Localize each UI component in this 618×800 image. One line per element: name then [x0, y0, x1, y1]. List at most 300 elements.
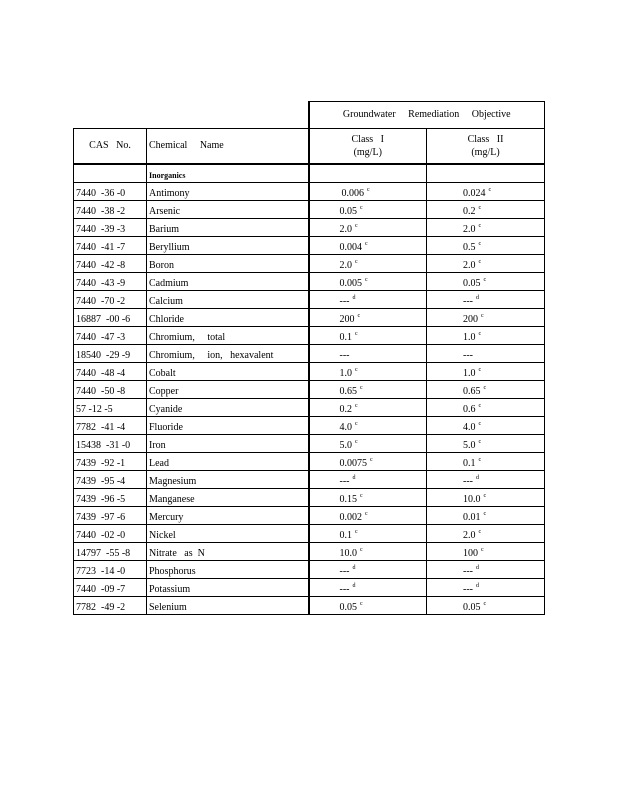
header-blank [74, 102, 147, 129]
class2-value-wrap [427, 454, 481, 470]
class1-cell [309, 525, 427, 543]
chemical-name: Phosphorus [149, 566, 196, 577]
class1-cell [309, 363, 427, 381]
cas-cell [74, 471, 147, 489]
class1-value: 200 [339, 314, 355, 325]
class2-value-wrap [427, 328, 481, 344]
class2-value-wrap [427, 544, 484, 560]
cas-number: 16887 -00 -6 [76, 314, 131, 325]
class1-value-wrap [310, 184, 370, 200]
class1-footnote: c [355, 421, 358, 427]
class2-footnote: c [478, 205, 482, 211]
class1-value: 2.0 [339, 224, 352, 235]
class2-footnote: c [478, 331, 482, 337]
class2-footnote: c [483, 601, 487, 607]
chemical-name-cell [147, 597, 309, 615]
cas-cell [74, 489, 147, 507]
class2-value: 0.01 [463, 512, 481, 523]
table-row [74, 525, 545, 543]
cas-cell [74, 507, 147, 525]
class2-cell [427, 219, 545, 237]
cas-cell [74, 597, 147, 615]
class1-value: 1.0 [339, 368, 352, 379]
class1-footnote: c [355, 367, 358, 373]
class2-value: 0.6 [463, 404, 476, 415]
cas-number: 7440 -70 -2 [76, 296, 126, 307]
class1-value-wrap [310, 256, 358, 272]
class1-cell [309, 561, 427, 579]
class2-footnote: c [483, 277, 487, 283]
class2-value: 0.65 [463, 386, 481, 397]
class1-footnote: c [355, 439, 358, 445]
cas-number: 7440 -41 -7 [76, 242, 126, 253]
class2-footnote: c [481, 547, 484, 553]
table-row [74, 417, 545, 435]
cas-cell [74, 183, 147, 201]
chemical-name-header [147, 129, 309, 165]
class2-footnote: c [478, 367, 482, 373]
class1-value: 0.1 [339, 332, 352, 343]
class1-value: 0.15 [339, 494, 357, 505]
chemical-name-cell [147, 201, 309, 219]
class2-cell [427, 201, 545, 219]
cas-cell [74, 309, 147, 327]
class1-footnote: d [352, 583, 356, 589]
chemical-name: Copper [149, 386, 179, 397]
class2-value: 0.5 [463, 242, 476, 253]
class1-value: 0.005 [339, 278, 362, 289]
class2-cell [427, 471, 545, 489]
class2-cell [427, 309, 545, 327]
class2-cell [427, 345, 545, 363]
cas-number: 7440 -36 -0 [76, 188, 126, 199]
header-row-objective [74, 102, 545, 129]
cas-cell [74, 219, 147, 237]
class1-footnote: c [355, 331, 358, 337]
table-row [74, 561, 545, 579]
class1-value: 0.2 [339, 404, 352, 415]
class1-value: 0.006 [341, 188, 364, 199]
class2-cell [427, 579, 545, 597]
class1-footnote: c [360, 205, 363, 211]
objective-header [309, 102, 545, 129]
table-row [74, 489, 545, 507]
class2-cell [427, 435, 545, 453]
class1-cell [309, 309, 427, 327]
chemical-name: Cyanide [149, 404, 183, 415]
class1-value: --- [339, 476, 350, 487]
class2-cell [427, 489, 545, 507]
chemical-name-cell [147, 435, 309, 453]
class2-footnote: d [476, 475, 479, 481]
class1-cell [309, 399, 427, 417]
cas-cell [74, 237, 147, 255]
table-row [74, 255, 545, 273]
class1-footnote: d [352, 565, 356, 571]
chemical-name: Potassium [149, 584, 191, 595]
chemical-name-cell [147, 543, 309, 561]
class1-value-wrap [310, 364, 358, 380]
class1-value: 0.002 [339, 512, 362, 523]
class2-cell [427, 183, 545, 201]
class2-value: --- [463, 476, 473, 487]
class2-cell [427, 237, 545, 255]
class1-cell [309, 489, 427, 507]
chemical-name-cell [147, 327, 309, 345]
class2-value-wrap [427, 472, 479, 488]
chemical-name: Boron [149, 260, 174, 271]
class1-cell [309, 345, 427, 363]
class2-cell [427, 597, 545, 615]
cas-number: 15438 -31 -0 [76, 440, 131, 451]
chemical-name: Iron [149, 440, 166, 451]
class1-cell [309, 201, 427, 219]
class1-footnote: c [355, 223, 358, 229]
class2-value-wrap [427, 526, 481, 542]
class2-value: --- [463, 566, 473, 577]
class2-value: 0.1 [463, 458, 476, 469]
table-row [74, 399, 545, 417]
class1-value-wrap [310, 418, 358, 434]
class1-value: 0.0075 [339, 458, 367, 469]
cas-cell [74, 291, 147, 309]
chemical-name: Mercury [149, 512, 184, 523]
class1-value-wrap [310, 490, 363, 506]
cas-cell [74, 453, 147, 471]
class1-footnote: c [365, 277, 368, 283]
class1-footnote: c [365, 241, 368, 247]
class1-value: 0.05 [339, 206, 357, 217]
class1-value-wrap [310, 310, 361, 326]
chemical-name-cell [147, 579, 309, 597]
class2-footnote: c [478, 403, 482, 409]
class2-cell [427, 561, 545, 579]
class1-cell [309, 219, 427, 237]
class1-cell [309, 183, 427, 201]
class1-footnote: c [355, 259, 358, 265]
cas-header-text: CAS No. [89, 140, 131, 151]
table-row [74, 471, 545, 489]
section-class2-cell [427, 164, 545, 183]
class2-footnote: c [478, 439, 482, 445]
class1-footnote: c [360, 385, 363, 391]
class1-cell [309, 291, 427, 309]
class2-footnote: c [483, 493, 487, 499]
class2-value-wrap [427, 490, 486, 506]
class1-value: 0.004 [339, 242, 362, 253]
class2-value: 0.024 [463, 188, 486, 199]
class2-value: 4.0 [463, 422, 476, 433]
cas-number: 14797 -55 -8 [76, 548, 131, 559]
class2-value-wrap [427, 220, 481, 236]
class1-value-wrap [310, 472, 356, 488]
class1-value: 2.0 [339, 260, 352, 271]
cas-number: 7439 -97 -6 [76, 512, 126, 523]
class2-value-wrap [427, 184, 491, 200]
class2-footnote: c [478, 529, 482, 535]
header-blank [147, 102, 309, 129]
table-row [74, 183, 545, 201]
class1-value-wrap [310, 202, 363, 218]
chemical-name-cell [147, 471, 309, 489]
cas-number: 7440 -39 -3 [76, 224, 126, 235]
class2-cell [427, 399, 545, 417]
header-row-columns [74, 129, 545, 165]
class2-value-wrap [427, 364, 481, 380]
class1-value: --- [339, 296, 350, 307]
cas-cell [74, 201, 147, 219]
class1-value-wrap [310, 526, 358, 542]
class1-footnote: d [352, 295, 356, 301]
chemical-name-cell [147, 291, 309, 309]
table-row [74, 237, 545, 255]
cas-header [74, 129, 147, 165]
section-label: Inorganics [149, 171, 186, 180]
class2-value-wrap [427, 508, 486, 524]
chemical-name-header-text: Chemical Name [149, 140, 224, 151]
chemical-name: Magnesium [149, 476, 197, 487]
class2-value-wrap [427, 274, 486, 290]
class2-footnote: c [478, 241, 482, 247]
class1-value-wrap [310, 544, 363, 560]
cas-number: 7440 -47 -3 [76, 332, 126, 343]
table-row [74, 327, 545, 345]
chemical-name-cell [147, 489, 309, 507]
section-class1-cell [309, 164, 427, 183]
chemical-name-cell [147, 273, 309, 291]
class1-cell [309, 327, 427, 345]
class1-cell [309, 543, 427, 561]
class1-footnote: c [355, 529, 358, 535]
class1-value: --- [339, 350, 350, 361]
table-row [74, 219, 545, 237]
class1-value: 0.65 [339, 386, 357, 397]
cas-number: 7440 -02 -0 [76, 530, 126, 541]
chemical-name: Antimony [149, 188, 190, 199]
chemical-name-cell [147, 399, 309, 417]
class2-cell [427, 273, 545, 291]
chemical-name-cell [147, 381, 309, 399]
chemical-name-cell [147, 453, 309, 471]
class1-footnote: c [365, 511, 368, 517]
class1-value: 4.0 [339, 422, 352, 433]
cas-cell [74, 417, 147, 435]
data-table [73, 101, 545, 615]
class2-footnote: c [481, 313, 484, 319]
section-row [74, 164, 545, 183]
chemical-name: Fluoride [149, 422, 183, 433]
cas-number: 7439 -95 -4 [76, 476, 126, 487]
class1-cell [309, 417, 427, 435]
cas-cell [74, 327, 147, 345]
class1-cell [309, 237, 427, 255]
class2-footnote: c [478, 223, 482, 229]
class2-footnote: c [483, 385, 487, 391]
class2-value-wrap [427, 580, 479, 596]
table-row [74, 507, 545, 525]
chemical-name: Arsenic [149, 206, 181, 217]
class2-footnote: d [476, 565, 479, 571]
cas-number: 7440 -38 -2 [76, 206, 126, 217]
class1-cell [309, 381, 427, 399]
class2-value: --- [463, 350, 473, 361]
chemical-name: Selenium [149, 602, 187, 613]
table-row [74, 453, 545, 471]
class1-value-wrap [310, 292, 356, 308]
class2-footnote: c [478, 259, 482, 265]
class2-cell [427, 525, 545, 543]
table-row [74, 543, 545, 561]
class2-cell [427, 363, 545, 381]
class1-value: 0.1 [339, 530, 352, 541]
chemical-name: Chloride [149, 314, 184, 325]
class1-footnote: c [360, 547, 363, 553]
objective-header-text: Groundwater Remediation Objective [342, 109, 511, 120]
class2-value: --- [463, 296, 473, 307]
class1-footnote: c [360, 493, 363, 499]
class2-header [427, 129, 545, 165]
section-cas-cell [74, 164, 147, 183]
class2-value: 10.0 [463, 494, 481, 505]
cas-number: 7440 -42 -8 [76, 260, 126, 271]
cas-number: 18540 -29 -9 [76, 350, 131, 361]
cas-cell [74, 255, 147, 273]
chemical-name: Manganese [149, 494, 195, 505]
class2-unit: (mg/L) [471, 147, 500, 158]
class2-value-wrap [427, 382, 486, 398]
class1-value-wrap [310, 454, 373, 470]
table-row [74, 309, 545, 327]
section-label-cell [147, 164, 309, 183]
chemical-name-cell [147, 219, 309, 237]
class2-cell [427, 255, 545, 273]
cas-number: 7439 -96 -5 [76, 494, 126, 505]
class2-cell [427, 291, 545, 309]
chemical-name: Nitrate as N [149, 548, 205, 559]
table-row [74, 201, 545, 219]
table-row [74, 273, 545, 291]
class2-footnote: c [478, 457, 482, 463]
chemical-name: Chromium, ion, hexavalent [149, 350, 274, 361]
class1-value-wrap [310, 436, 358, 452]
class1-cell [309, 435, 427, 453]
chemical-name-cell [147, 507, 309, 525]
class2-value-wrap [427, 400, 481, 416]
class1-cell [309, 579, 427, 597]
class1-value-wrap [310, 220, 358, 236]
class2-cell [427, 417, 545, 435]
class2-value-wrap [427, 562, 479, 578]
class1-footnote: c [355, 403, 358, 409]
class2-value-wrap [427, 346, 476, 362]
chemical-name-cell [147, 525, 309, 543]
cas-cell [74, 525, 147, 543]
cas-number: 7782 -41 -4 [76, 422, 126, 433]
chemical-name-cell [147, 183, 309, 201]
cas-number: 7440 -09 -7 [76, 584, 126, 595]
table-row [74, 435, 545, 453]
class2-value-wrap [427, 202, 481, 218]
chemical-name: Chromium, total [149, 332, 226, 343]
cas-cell [74, 363, 147, 381]
class2-footnote: c [488, 187, 492, 193]
class2-cell [427, 381, 545, 399]
class1-cell [309, 597, 427, 615]
class2-footnote: c [483, 511, 487, 517]
chemical-name-cell [147, 363, 309, 381]
table-row [74, 291, 545, 309]
class1-label: Class I [351, 134, 384, 145]
cas-cell [74, 273, 147, 291]
class1-header [309, 129, 427, 165]
class2-value: 2.0 [463, 260, 476, 271]
cas-cell [74, 381, 147, 399]
class1-cell [309, 471, 427, 489]
class1-value: 0.05 [339, 602, 357, 613]
table-row [74, 363, 545, 381]
class2-value: 1.0 [463, 368, 476, 379]
class1-value-wrap [310, 274, 368, 290]
chemical-name-cell [147, 309, 309, 327]
class1-footnote: d [352, 475, 356, 481]
cas-number: 57 -12 -5 [76, 404, 113, 415]
class1-cell [309, 255, 427, 273]
class2-value: 0.2 [463, 206, 476, 217]
cas-cell [74, 561, 147, 579]
class1-cell [309, 507, 427, 525]
cas-cell [74, 399, 147, 417]
class1-footnote: c [367, 187, 370, 193]
class1-value: 10.0 [339, 548, 357, 559]
class2-value: 1.0 [463, 332, 476, 343]
cas-cell [74, 435, 147, 453]
cas-number: 7723 -14 -0 [76, 566, 126, 577]
class1-value-wrap [310, 562, 356, 578]
class2-value-wrap [427, 310, 484, 326]
class2-cell [427, 543, 545, 561]
class2-value: 0.05 [463, 602, 481, 613]
chemical-name: Barium [149, 224, 179, 235]
class2-value: 5.0 [463, 440, 476, 451]
class1-value-wrap [310, 598, 363, 614]
class2-label: Class II [467, 134, 504, 145]
chemical-name-cell [147, 255, 309, 273]
table-row [74, 579, 545, 597]
cas-cell [74, 345, 147, 363]
chemical-name-cell [147, 561, 309, 579]
cas-number: 7440 -43 -9 [76, 278, 126, 289]
class2-value-wrap [427, 292, 479, 308]
cas-number: 7440 -50 -8 [76, 386, 126, 397]
class2-value-wrap [427, 436, 481, 452]
class2-value: 2.0 [463, 530, 476, 541]
class1-cell [309, 273, 427, 291]
class2-footnote: c [478, 421, 482, 427]
class2-value: 200 [463, 314, 478, 325]
chemical-name-cell [147, 237, 309, 255]
class2-value: 100 [463, 548, 478, 559]
cas-number: 7440 -48 -4 [76, 368, 126, 379]
class2-cell [427, 327, 545, 345]
class2-value: 2.0 [463, 224, 476, 235]
table-row [74, 381, 545, 399]
class2-value-wrap [427, 238, 481, 254]
class1-value: --- [339, 584, 350, 595]
chemical-name: Lead [149, 458, 169, 469]
chemical-name: Cobalt [149, 368, 176, 379]
class1-value-wrap [310, 580, 356, 596]
class1-value: 5.0 [339, 440, 352, 451]
